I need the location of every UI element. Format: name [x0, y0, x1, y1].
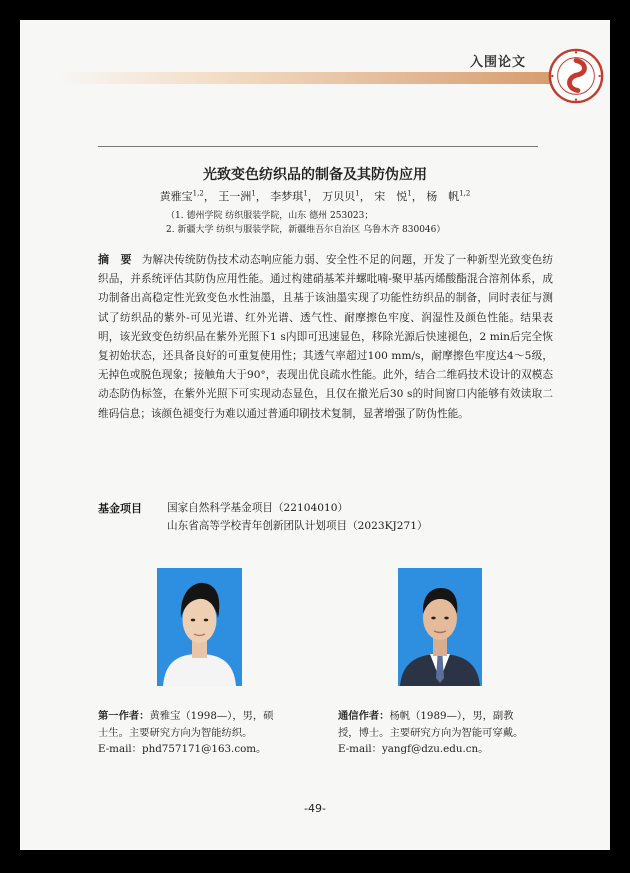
author-name: 李梦琪: [270, 190, 304, 203]
abstract-label: 摘 要: [98, 253, 132, 266]
author-affiliation-mark: 1: [407, 189, 412, 198]
author-name: 黄雅宝: [159, 190, 193, 203]
journal-page: [20, 20, 610, 850]
bio-email: E-mail：yangf@dzu.edu.cn。: [338, 743, 489, 755]
corresponding-author-bio: [338, 708, 543, 758]
section-label: 入围论文: [470, 55, 527, 70]
bio-line: 士生。主要研究方向为智能纺织。: [98, 726, 253, 739]
header-rule: [98, 146, 538, 147]
author-name: 杨 帆: [426, 190, 460, 203]
funding-item: 山东省高等学校青年创新团队计划项目（2023KJ271）: [167, 520, 428, 532]
funding-item: 国家自然科学基金项目（22104010）: [167, 502, 349, 514]
author-affiliation-mark: 1: [355, 189, 360, 198]
author-list: 黄雅宝$^{1,2}$， 王一洲$^1$， 李梦琪$^1$， 万贝贝$^1$， 宋 悦$^1$， 杨 帆$^{1,2}$: [159, 189, 471, 203]
bio-label: 第一作者：: [98, 710, 150, 722]
author-affiliation-mark: 1: [251, 189, 256, 198]
bio-line: 授，博士。主要研究方向为智能可穿戴。: [338, 726, 524, 739]
author-portrait-male: [398, 568, 482, 686]
bio-line: 杨帆（1989—），男，副教: [389, 710, 514, 722]
page-number: -49-: [304, 802, 326, 815]
header-gradient-strip: [58, 72, 558, 84]
affiliation-line: 2. 新疆大学 纺织与服装学院，新疆维吾尔自治区 乌鲁木齐 830046）: [166, 225, 446, 235]
affiliation-line: （1. 德州学院 纺织服装学院，山东 德州 253023；: [166, 211, 374, 221]
author-name: 宋 悦: [374, 190, 408, 203]
paper-title: 光致变色纺织品的制备及其防伪应用: [203, 167, 427, 183]
author-affiliation-mark: 1,2: [459, 189, 471, 198]
university-seal-icon: [547, 47, 605, 105]
bio-email: E-mail：phd757171@163.com。: [98, 743, 267, 755]
first-author-bio: [98, 708, 303, 758]
author-portrait-female: [157, 568, 242, 686]
funding-label: 基金项目: [98, 502, 142, 515]
bio-line: 黄雅宝（1998—），男，硕: [149, 710, 274, 722]
abstract: [98, 250, 553, 424]
abstract-text: 为解决传统防伪技术动态响应能力弱、安全性不足的问题，开发了一种新型光致变色纺织品，并系统评估其防伪应用性能。通过构建硝基苯并螺吡喃-聚甲基丙烯酸酯混合溶剂体系，成功制备出高稳定性光致变色水性油墨，且基于该油墨实现了功能性纺织品的制备，同时表征与测试了纺织品的紫外-可见光谱、红外光谱、透气性、耐摩擦色牢度、润湿性及颜色性能。结果表明，该光致变色纺织品在紫外光照下1 s内即可迅速显色，移除光源后快速褪色，2 min后完全恢复初始状态，还具备良好的可重复使用性；其透气率超过100 mm/s，耐摩擦色牢度达4～5级，无掉色或脱色现象；接触角大于90°，表现出优良疏水性能。此外，结合二维码技术设计的双模态动态防伪标签，在紫外光照下可实现动态显色，且仅在撤光后30 s的时间窗口内能够有效读取二维码信息；该颜色褪变行为难以通过普通印刷技术复制，显著增强了防伪性能。: [98, 254, 554, 420]
author-name: 万贝贝: [322, 190, 356, 203]
author-affiliation-mark: 1,2: [192, 189, 204, 198]
author-name: 王一洲: [218, 190, 252, 203]
bio-label: 通信作者：: [338, 710, 390, 722]
author-affiliation-mark: 1: [303, 189, 308, 198]
